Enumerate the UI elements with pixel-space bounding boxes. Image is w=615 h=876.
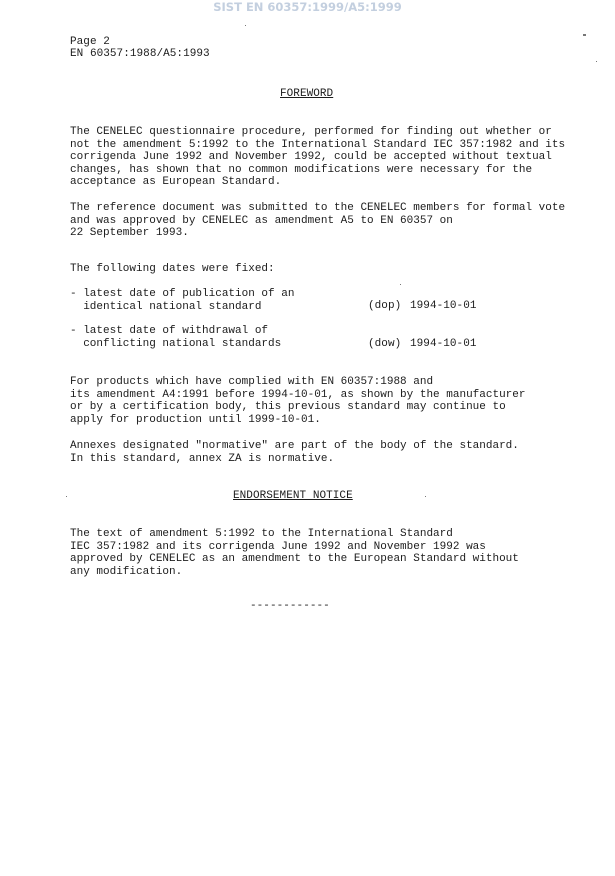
foreword-paragraph-3: For products which have complied with EN 60357:1988 and its amendment A4:1991 before 1994-10-01, as shown by the manufacturer or by a certification body, this previous standard may continue to apply for production until 1999-10-01.	[70, 376, 526, 426]
watermark: SIST EN 60357:1999/A5:1999	[213, 0, 402, 14]
end-rule: ------------	[250, 600, 330, 612]
dates-intro: The following dates were fixed:	[70, 263, 275, 275]
endorsement-title: ENDORSEMENT NOTICE	[233, 490, 353, 502]
endorsement-paragraph: The text of amendment 5:1992 to the International Standard IEC 357:1982 and its corrigenda June 1992 and November 1992 was approved by CENELEC as an amendment to the European Standard without any modification.	[70, 528, 519, 578]
foreword-paragraph-1: The CENELEC questionnaire procedure, performed for finding out whether or not the amendment 5:1992 to the International Standard IEC 357:1982 and its corrigenda June 1992 and November 1992, could be accepted without textual changes, has shown that no common modifications were necessary for the acceptance as European Standard.	[70, 126, 566, 189]
foreword-title: FOREWORD	[280, 88, 334, 100]
foreword-paragraph-2: The reference document was submitted to the CENELEC members for formal vote and was approved by CENELEC as amendment A5 to EN 60357 on 22 September 1993.	[70, 202, 566, 240]
date-item-publication-date: 1994-10-01	[410, 300, 477, 312]
scan-speck	[425, 496, 426, 497]
scan-speck	[596, 61, 597, 62]
date-item-withdrawal-code: (dow)	[368, 338, 402, 350]
scan-speck	[400, 284, 401, 285]
scan-speck	[245, 25, 246, 26]
date-item-publication-code: (dop)	[368, 300, 402, 312]
foreword-paragraph-4: Annexes designated "normative" are part of the body of the standard. In this standard, annex ZA is normative.	[70, 440, 519, 465]
date-item-withdrawal-date: 1994-10-01	[410, 338, 477, 350]
scan-speck	[583, 34, 586, 36]
standard-reference: EN 60357:1988/A5:1993	[70, 48, 210, 60]
scan-speck	[66, 496, 67, 497]
date-item-withdrawal-text: - latest date of withdrawal of conflicting national standards	[70, 325, 282, 350]
page-number: Page 2	[70, 36, 110, 48]
date-item-publication-text: - latest date of publication of an identical national standard	[70, 288, 295, 313]
